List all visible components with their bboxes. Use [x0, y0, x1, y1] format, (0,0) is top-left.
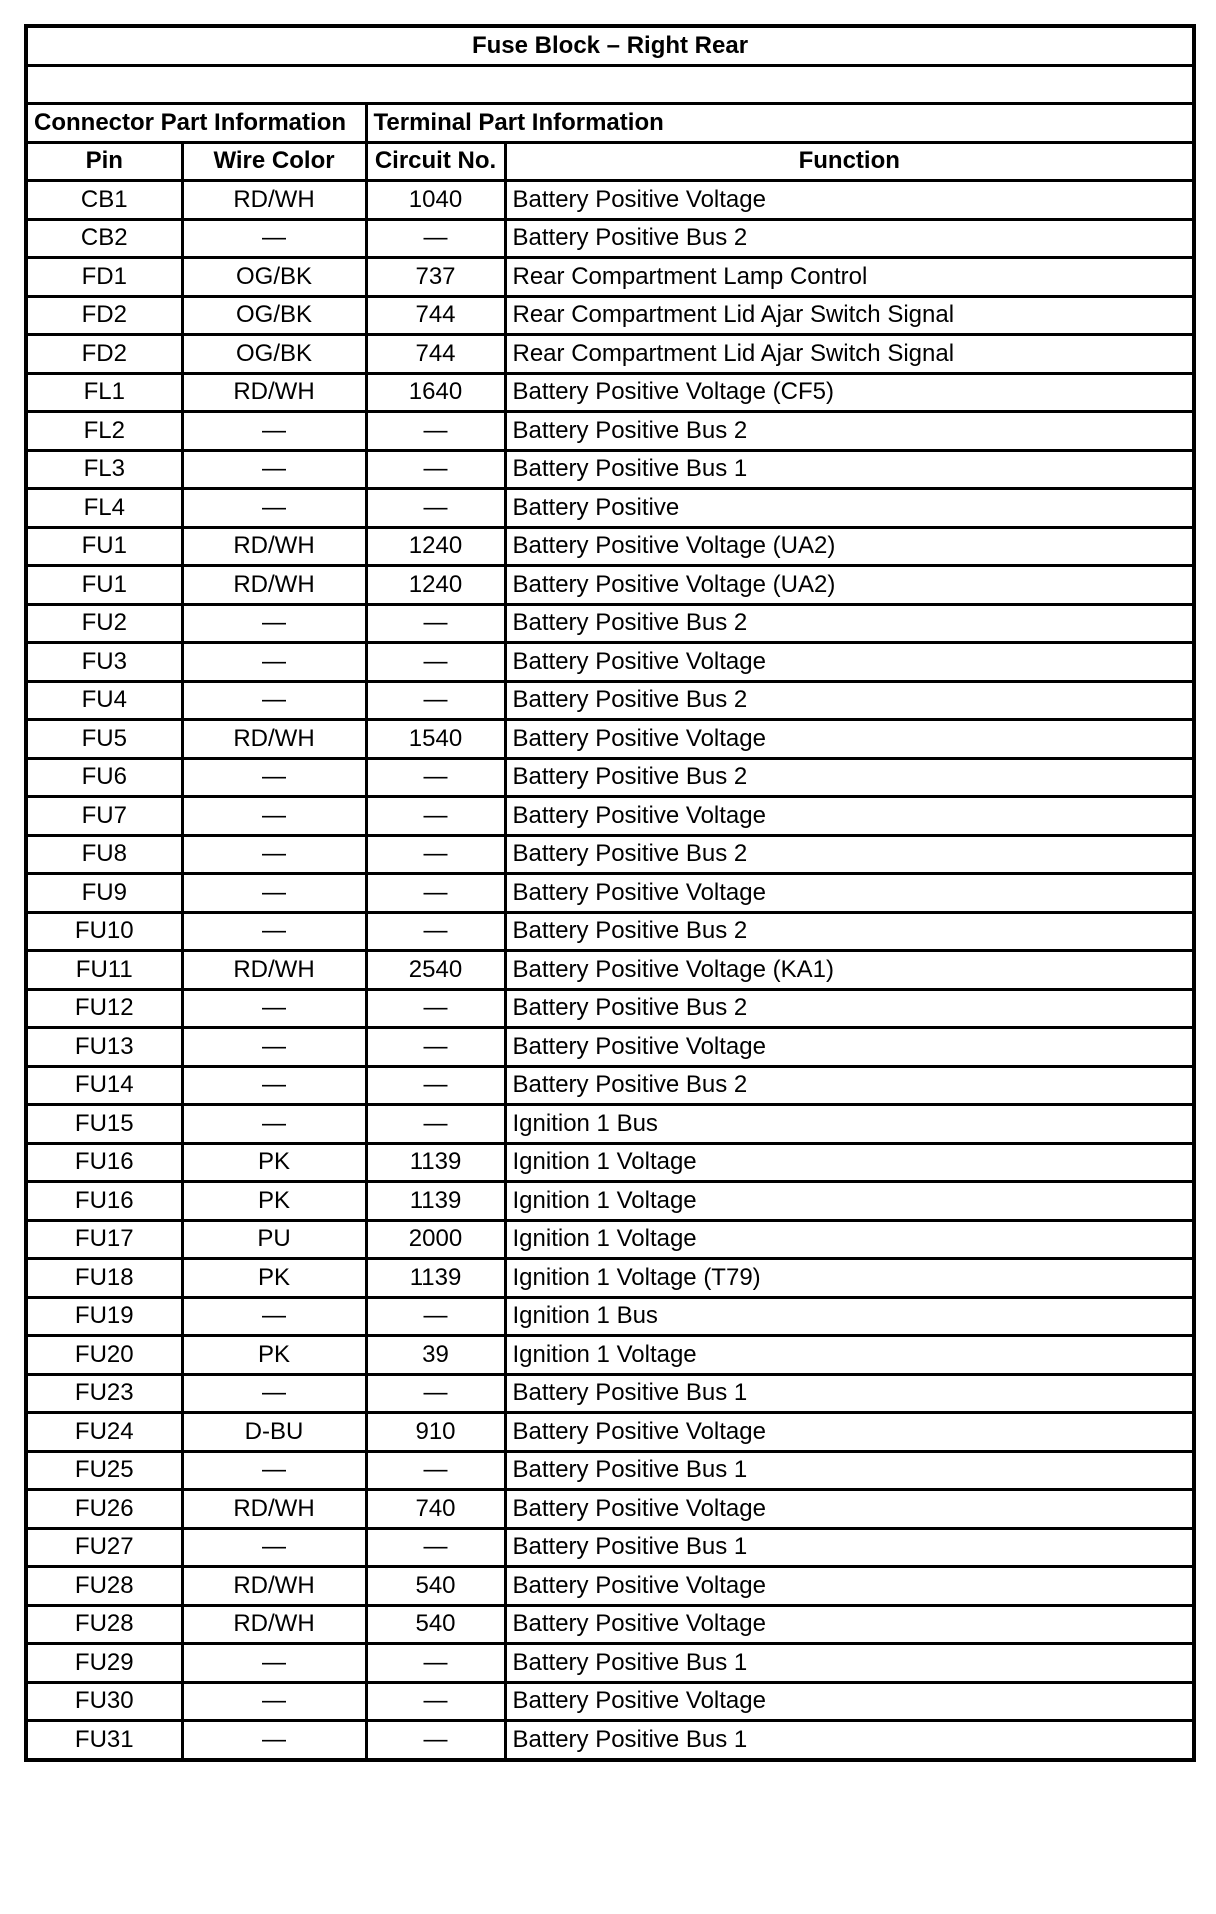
- wire-color-cell: —: [182, 1066, 366, 1105]
- function-cell: Battery Positive Voltage: [505, 1413, 1194, 1452]
- wire-color-cell: —: [182, 1105, 366, 1144]
- pin-cell: FU16: [26, 1182, 182, 1221]
- function-cell: Ignition 1 Bus: [505, 1297, 1194, 1336]
- circuit-cell: 540: [366, 1605, 505, 1644]
- table-row: [26, 912, 1194, 951]
- function-cell: Ignition 1 Voltage: [505, 1336, 1194, 1375]
- pin-cell: FU31: [26, 1721, 182, 1760]
- wire-color-cell: RD/WH: [182, 1605, 366, 1644]
- circuit-cell: 744: [366, 335, 505, 374]
- pin-cell: FU24: [26, 1413, 182, 1452]
- circuit-cell: 737: [366, 258, 505, 297]
- pin-cell: FU4: [26, 681, 182, 720]
- pin-cell: FD2: [26, 296, 182, 335]
- pin-cell: FU9: [26, 874, 182, 913]
- table-row: [26, 835, 1194, 874]
- circuit-cell: 740: [366, 1490, 505, 1529]
- circuit-cell: —: [366, 758, 505, 797]
- pin-cell: FU5: [26, 720, 182, 759]
- wire-color-cell: RD/WH: [182, 720, 366, 759]
- function-cell: Battery Positive Bus 2: [505, 835, 1194, 874]
- function-cell: Battery Positive Bus 2: [505, 912, 1194, 951]
- wire-color-cell: RD/WH: [182, 951, 366, 990]
- circuit-cell: 1540: [366, 720, 505, 759]
- wire-color-cell: —: [182, 604, 366, 643]
- table-row: [26, 1259, 1194, 1298]
- circuit-cell: —: [366, 835, 505, 874]
- wire-color-cell: PK: [182, 1336, 366, 1375]
- circuit-cell: —: [366, 643, 505, 682]
- pin-cell: FD1: [26, 258, 182, 297]
- wire-color-cell: —: [182, 874, 366, 913]
- function-cell: Battery Positive Bus 1: [505, 1528, 1194, 1567]
- wire-color-cell: OG/BK: [182, 258, 366, 297]
- terminal-part-info-header: Terminal Part Information: [366, 104, 1194, 143]
- wire-color-cell: RD/WH: [182, 566, 366, 605]
- function-cell: Battery Positive Bus 2: [505, 1066, 1194, 1105]
- table-title: Fuse Block – Right Rear: [26, 26, 1194, 65]
- wire-color-cell: —: [182, 643, 366, 682]
- wire-color-cell: —: [182, 681, 366, 720]
- circuit-cell: 1640: [366, 373, 505, 412]
- table-row: [26, 1182, 1194, 1221]
- blank-row: [26, 65, 1194, 104]
- pin-cell: FD2: [26, 335, 182, 374]
- wire-color-cell: —: [182, 1297, 366, 1336]
- table-row: [26, 412, 1194, 451]
- wire-color-cell: —: [182, 1528, 366, 1567]
- function-cell: Battery Positive Bus 1: [505, 1644, 1194, 1683]
- circuit-cell: 1240: [366, 527, 505, 566]
- pin-cell: CB2: [26, 219, 182, 258]
- function-cell: Ignition 1 Bus: [505, 1105, 1194, 1144]
- table-row: [26, 989, 1194, 1028]
- pin-cell: FU1: [26, 527, 182, 566]
- table-row: [26, 951, 1194, 990]
- table-row: [26, 1721, 1194, 1760]
- circuit-cell: —: [366, 1682, 505, 1721]
- wire-color-cell: RD/WH: [182, 181, 366, 220]
- fuse-block-table: [24, 24, 1196, 1762]
- pin-cell: FU3: [26, 643, 182, 682]
- circuit-cell: 744: [366, 296, 505, 335]
- function-cell: Battery Positive Voltage: [505, 1605, 1194, 1644]
- table-row: [26, 335, 1194, 374]
- function-cell: Battery Positive Bus 2: [505, 681, 1194, 720]
- circuit-cell: —: [366, 1451, 505, 1490]
- wire-color-cell: —: [182, 1028, 366, 1067]
- table-row: [26, 1028, 1194, 1067]
- pin-cell: FU29: [26, 1644, 182, 1683]
- table-row: [26, 720, 1194, 759]
- table-row: [26, 527, 1194, 566]
- pin-cell: FU25: [26, 1451, 182, 1490]
- table-row: [26, 797, 1194, 836]
- pin-cell: FL4: [26, 489, 182, 528]
- function-cell: Battery Positive Bus 1: [505, 1451, 1194, 1490]
- wire-color-cell: D-BU: [182, 1413, 366, 1452]
- function-cell: Battery Positive Voltage: [505, 720, 1194, 759]
- pin-cell: FU15: [26, 1105, 182, 1144]
- pin-cell: FU23: [26, 1374, 182, 1413]
- wire-color-cell: —: [182, 450, 366, 489]
- circuit-cell: 1139: [366, 1259, 505, 1298]
- pin-cell: FU27: [26, 1528, 182, 1567]
- table-row: [26, 643, 1194, 682]
- wire-color-cell: —: [182, 1451, 366, 1490]
- wire-color-cell: —: [182, 1644, 366, 1683]
- wire-color-cell: OG/BK: [182, 296, 366, 335]
- title-row: [26, 26, 1194, 65]
- table-row: [26, 1567, 1194, 1606]
- wire-color-cell: PK: [182, 1182, 366, 1221]
- wire-color-cell: PK: [182, 1143, 366, 1182]
- wire-color-cell: —: [182, 912, 366, 951]
- function-cell: Battery Positive Voltage: [505, 874, 1194, 913]
- function-cell: Battery Positive Bus 2: [505, 219, 1194, 258]
- circuit-cell: —: [366, 1528, 505, 1567]
- circuit-cell: 2000: [366, 1220, 505, 1259]
- wire-color-cell: —: [182, 412, 366, 451]
- table-row: [26, 874, 1194, 913]
- wire-color-cell: PK: [182, 1259, 366, 1298]
- circuit-cell: —: [366, 1297, 505, 1336]
- function-cell: Battery Positive Voltage: [505, 1028, 1194, 1067]
- wire-color-cell: —: [182, 835, 366, 874]
- pin-cell: FU17: [26, 1220, 182, 1259]
- pin-cell: FU28: [26, 1567, 182, 1606]
- pin-cell: FL2: [26, 412, 182, 451]
- table-row: [26, 1413, 1194, 1452]
- function-cell: Battery Positive Bus 2: [505, 604, 1194, 643]
- table-row: [26, 450, 1194, 489]
- pin-cell: FL3: [26, 450, 182, 489]
- function-cell: Battery Positive Bus 1: [505, 1374, 1194, 1413]
- pin-cell: FU14: [26, 1066, 182, 1105]
- table-row: [26, 1336, 1194, 1375]
- table-row: [26, 1297, 1194, 1336]
- function-cell: Ignition 1 Voltage (T79): [505, 1259, 1194, 1298]
- pin-cell: FU12: [26, 989, 182, 1028]
- circuit-cell: 1040: [366, 181, 505, 220]
- circuit-cell: 1240: [366, 566, 505, 605]
- wire-color-cell: RD/WH: [182, 1490, 366, 1529]
- function-cell: Battery Positive Bus 2: [505, 758, 1194, 797]
- table-row: [26, 296, 1194, 335]
- circuit-cell: 910: [366, 1413, 505, 1452]
- function-cell: Ignition 1 Voltage: [505, 1143, 1194, 1182]
- function-cell: Battery Positive Bus 2: [505, 989, 1194, 1028]
- table-row: [26, 219, 1194, 258]
- wire-color-column-header: Wire Color: [182, 142, 366, 181]
- wire-color-cell: RD/WH: [182, 373, 366, 412]
- table-row: [26, 181, 1194, 220]
- circuit-cell: —: [366, 1105, 505, 1144]
- pin-cell: FU7: [26, 797, 182, 836]
- circuit-cell: —: [366, 912, 505, 951]
- function-cell: Battery Positive Voltage: [505, 797, 1194, 836]
- wire-color-cell: —: [182, 489, 366, 528]
- pin-cell: FU2: [26, 604, 182, 643]
- function-cell: Battery Positive Bus 2: [505, 412, 1194, 451]
- table-row: [26, 1220, 1194, 1259]
- wire-color-cell: RD/WH: [182, 527, 366, 566]
- wire-color-cell: OG/BK: [182, 335, 366, 374]
- pin-cell: FU13: [26, 1028, 182, 1067]
- table-row: [26, 758, 1194, 797]
- circuit-cell: —: [366, 450, 505, 489]
- wire-color-cell: —: [182, 989, 366, 1028]
- table-row: [26, 1490, 1194, 1529]
- function-cell: Battery Positive Voltage (KA1): [505, 951, 1194, 990]
- table-row: [26, 1451, 1194, 1490]
- function-cell: Battery Positive Bus 1: [505, 450, 1194, 489]
- pin-cell: FU11: [26, 951, 182, 990]
- table-row: [26, 604, 1194, 643]
- function-cell: Rear Compartment Lamp Control: [505, 258, 1194, 297]
- pin-cell: FU18: [26, 1259, 182, 1298]
- table-row: [26, 1605, 1194, 1644]
- table-row: [26, 1143, 1194, 1182]
- function-cell: Ignition 1 Voltage: [505, 1220, 1194, 1259]
- circuit-column-header: Circuit No.: [366, 142, 505, 181]
- circuit-cell: —: [366, 1028, 505, 1067]
- pin-cell: FU20: [26, 1336, 182, 1375]
- function-cell: Rear Compartment Lid Ajar Switch Signal: [505, 296, 1194, 335]
- wire-color-cell: —: [182, 1374, 366, 1413]
- function-cell: Battery Positive Voltage: [505, 1490, 1194, 1529]
- circuit-cell: 1139: [366, 1143, 505, 1182]
- circuit-cell: —: [366, 989, 505, 1028]
- function-cell: Battery Positive Voltage (UA2): [505, 527, 1194, 566]
- wire-color-cell: —: [182, 758, 366, 797]
- table-row: [26, 1105, 1194, 1144]
- wire-color-cell: —: [182, 1721, 366, 1760]
- pin-cell: FU16: [26, 1143, 182, 1182]
- pin-cell: FU1: [26, 566, 182, 605]
- table-row: [26, 373, 1194, 412]
- function-cell: Battery Positive Voltage: [505, 181, 1194, 220]
- function-cell: Battery Positive Bus 1: [505, 1721, 1194, 1760]
- circuit-cell: —: [366, 797, 505, 836]
- wire-color-cell: RD/WH: [182, 1567, 366, 1606]
- circuit-cell: 39: [366, 1336, 505, 1375]
- function-cell: Battery Positive Voltage: [505, 1682, 1194, 1721]
- pin-cell: FU8: [26, 835, 182, 874]
- wire-color-cell: PU: [182, 1220, 366, 1259]
- table-row: [26, 489, 1194, 528]
- pin-cell: CB1: [26, 181, 182, 220]
- table-row: [26, 1682, 1194, 1721]
- wire-color-cell: —: [182, 219, 366, 258]
- table-row: [26, 1644, 1194, 1683]
- section-header-row: [26, 104, 1194, 143]
- pin-cell: FL1: [26, 373, 182, 412]
- circuit-cell: —: [366, 874, 505, 913]
- table-row: [26, 258, 1194, 297]
- wire-color-cell: —: [182, 797, 366, 836]
- connector-part-info-header: Connector Part Information: [26, 104, 366, 143]
- pin-cell: FU6: [26, 758, 182, 797]
- wire-color-cell: —: [182, 1682, 366, 1721]
- function-column-header: Function: [505, 142, 1194, 181]
- blank-cell: [26, 65, 1194, 104]
- table-row: [26, 566, 1194, 605]
- circuit-cell: —: [366, 489, 505, 528]
- circuit-cell: —: [366, 219, 505, 258]
- circuit-cell: 2540: [366, 951, 505, 990]
- circuit-cell: —: [366, 1374, 505, 1413]
- function-cell: Ignition 1 Voltage: [505, 1182, 1194, 1221]
- circuit-cell: —: [366, 604, 505, 643]
- table-row: [26, 1066, 1194, 1105]
- table-row: [26, 1528, 1194, 1567]
- circuit-cell: —: [366, 1644, 505, 1683]
- circuit-cell: —: [366, 1721, 505, 1760]
- table-row: [26, 1374, 1194, 1413]
- function-cell: Battery Positive Voltage (CF5): [505, 373, 1194, 412]
- circuit-cell: —: [366, 681, 505, 720]
- pin-cell: FU26: [26, 1490, 182, 1529]
- column-header-row: [26, 142, 1194, 181]
- table-row: [26, 681, 1194, 720]
- pin-cell: FU28: [26, 1605, 182, 1644]
- function-cell: Battery Positive Voltage (UA2): [505, 566, 1194, 605]
- function-cell: Battery Positive Voltage: [505, 643, 1194, 682]
- pin-cell: FU19: [26, 1297, 182, 1336]
- circuit-cell: 1139: [366, 1182, 505, 1221]
- pin-cell: FU30: [26, 1682, 182, 1721]
- function-cell: Battery Positive: [505, 489, 1194, 528]
- function-cell: Rear Compartment Lid Ajar Switch Signal: [505, 335, 1194, 374]
- circuit-cell: 540: [366, 1567, 505, 1606]
- function-cell: Battery Positive Voltage: [505, 1567, 1194, 1606]
- pin-cell: FU10: [26, 912, 182, 951]
- circuit-cell: —: [366, 1066, 505, 1105]
- circuit-cell: —: [366, 412, 505, 451]
- pin-column-header: Pin: [26, 142, 182, 181]
